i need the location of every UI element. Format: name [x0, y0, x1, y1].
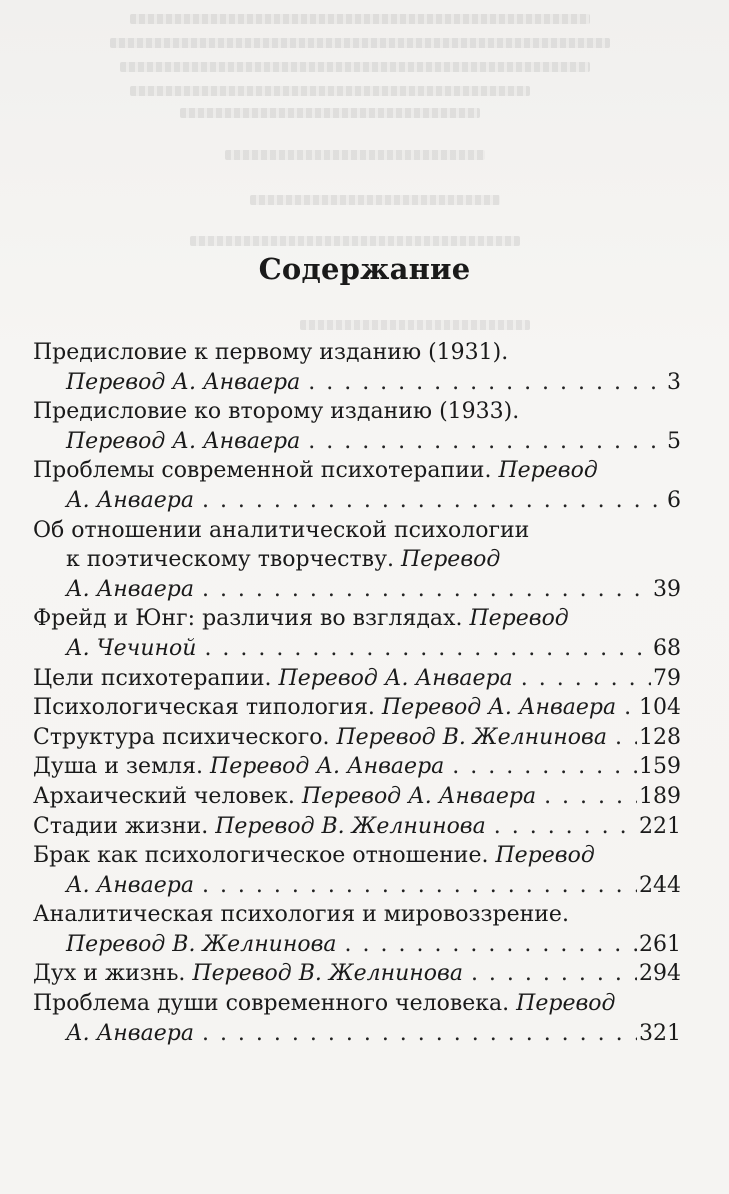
- toc-entry-title: к поэтическому творчеству.: [66, 547, 395, 573]
- toc-entry-page: 244: [639, 872, 681, 898]
- dot-leader: [308, 427, 665, 457]
- toc-entry-title: Душа и земля.: [33, 754, 204, 780]
- toc-entry-line: [33, 930, 681, 960]
- table-of-contents: [33, 338, 681, 1048]
- toc-entry-translator: Перевод: [516, 991, 616, 1017]
- toc-entry-line: [33, 664, 681, 694]
- dot-leader: [202, 575, 651, 605]
- toc-entry-translator: Перевод В. Желнинова: [215, 813, 486, 839]
- toc-entry-page: 39: [653, 576, 681, 602]
- toc-entry-translator: А. Анваера: [66, 872, 194, 898]
- toc-entry-translator: Перевод: [401, 547, 501, 573]
- toc-entry-line: [33, 397, 681, 427]
- toc-entry-title: Предисловие ко второму изданию (1933).: [33, 399, 520, 425]
- dot-leader: [202, 871, 637, 901]
- toc-entry-line: [33, 782, 681, 812]
- toc-entry-line: [33, 871, 681, 901]
- dot-leader: [624, 693, 637, 723]
- toc-entry-translator: Перевод А. Анваера: [210, 754, 445, 780]
- toc-entry-translator: А. Чечиной: [66, 635, 197, 661]
- toc-entry-line: [33, 752, 681, 782]
- toc-entry-translator: А. Анваера: [66, 576, 194, 602]
- toc-entry-translator: Перевод: [498, 458, 598, 484]
- toc-entry-line: [33, 516, 681, 546]
- toc-entry-page: 294: [639, 961, 681, 987]
- toc-entry-title: Стадии жизни.: [33, 813, 209, 839]
- toc-entry-title: Проблема души современного человека.: [33, 991, 510, 1017]
- dot-leader: [471, 959, 637, 989]
- toc-entry-title: Цели психотерапии.: [33, 665, 272, 691]
- toc-entry-page: 159: [639, 754, 681, 780]
- toc-entry-title: Брак как психологическое отношение.: [33, 843, 489, 869]
- toc-entry-line: [33, 900, 681, 930]
- toc-entry-page: 261: [639, 931, 681, 957]
- toc-entry-translator: Перевод: [495, 843, 595, 869]
- toc-entry-line: [33, 841, 681, 871]
- toc-entry-page: 104: [639, 695, 681, 721]
- dot-leader: [452, 752, 637, 782]
- toc-entry-line: [33, 368, 681, 398]
- dot-leader: [615, 723, 637, 753]
- toc-entry-page: 189: [639, 783, 681, 809]
- toc-entry-translator: Перевод А. Анваера: [66, 428, 301, 454]
- toc-entry-translator: А. Анваера: [66, 1020, 194, 1046]
- toc-entry-line: [33, 486, 681, 516]
- toc-entry-line: [33, 693, 681, 723]
- toc-entry-title: Фрейд и Юнг: различия во взглядах.: [33, 606, 463, 632]
- toc-entry-line: [33, 604, 681, 634]
- toc-entry-page: 6: [667, 487, 681, 513]
- toc-entry-line: [33, 575, 681, 605]
- dot-leader: [308, 368, 665, 398]
- toc-entry-line: [33, 723, 681, 753]
- toc-entry-translator: Перевод А. Анваера: [301, 783, 537, 809]
- toc-entry-line: [33, 545, 681, 575]
- toc-entry-line: [33, 634, 681, 664]
- toc-entry-translator: Перевод А. Анваера: [381, 695, 617, 721]
- toc-entry-title: Дух и жизнь.: [33, 961, 186, 987]
- toc-entry-line: [33, 812, 681, 842]
- toc-entry-line: [33, 338, 681, 368]
- toc-entry-translator: Перевод А. Анваера: [66, 369, 301, 395]
- toc-entry-translator: Перевод А. Анваера: [278, 665, 513, 691]
- toc-entry-page: 221: [639, 813, 681, 839]
- toc-entry-page: 3: [667, 369, 681, 395]
- toc-entry-title: Проблемы современной психотерапии.: [33, 458, 492, 484]
- dot-leader: [202, 1019, 637, 1049]
- dot-leader: [204, 634, 651, 664]
- page-title: Содержание: [258, 252, 471, 286]
- toc-entry-page: 79: [653, 665, 681, 691]
- toc-entry-title: Аналитическая психология и мировоззрение.: [33, 902, 569, 928]
- toc-entry-translator: Перевод В. Желнинова: [192, 961, 463, 987]
- toc-entry-translator: А. Анваера: [66, 487, 194, 513]
- toc-entry-title: Структура психического.: [33, 724, 330, 750]
- toc-entry-translator: Перевод В. Желнинова: [66, 931, 337, 957]
- toc-entry-line: [33, 989, 681, 1019]
- toc-entry-page: 128: [639, 724, 681, 750]
- toc-entry-page: 68: [653, 635, 681, 661]
- toc-entry-title: Об отношении аналитической психологии: [33, 517, 530, 543]
- toc-entry-line: [33, 427, 681, 457]
- dot-leader: [202, 486, 665, 516]
- toc-entry-line: [33, 959, 681, 989]
- toc-entry-title: Предисловие к первому изданию (1931).: [33, 340, 509, 365]
- dot-leader: [494, 812, 637, 842]
- toc-entry-page: 5: [667, 428, 681, 454]
- dot-leader: [345, 930, 637, 960]
- toc-entry-translator: Перевод В. Желнинова: [336, 724, 607, 750]
- toc-entry-title: Психологическая типология.: [33, 695, 375, 721]
- toc-entry-page: 321: [639, 1020, 681, 1046]
- toc-entry-line: [33, 1019, 681, 1049]
- dot-leader: [544, 782, 637, 812]
- dot-leader: [521, 664, 651, 694]
- toc-entry-title: Архаический человек.: [33, 783, 295, 809]
- toc-entry-translator: Перевод: [469, 606, 569, 632]
- toc-entry-line: [33, 456, 681, 486]
